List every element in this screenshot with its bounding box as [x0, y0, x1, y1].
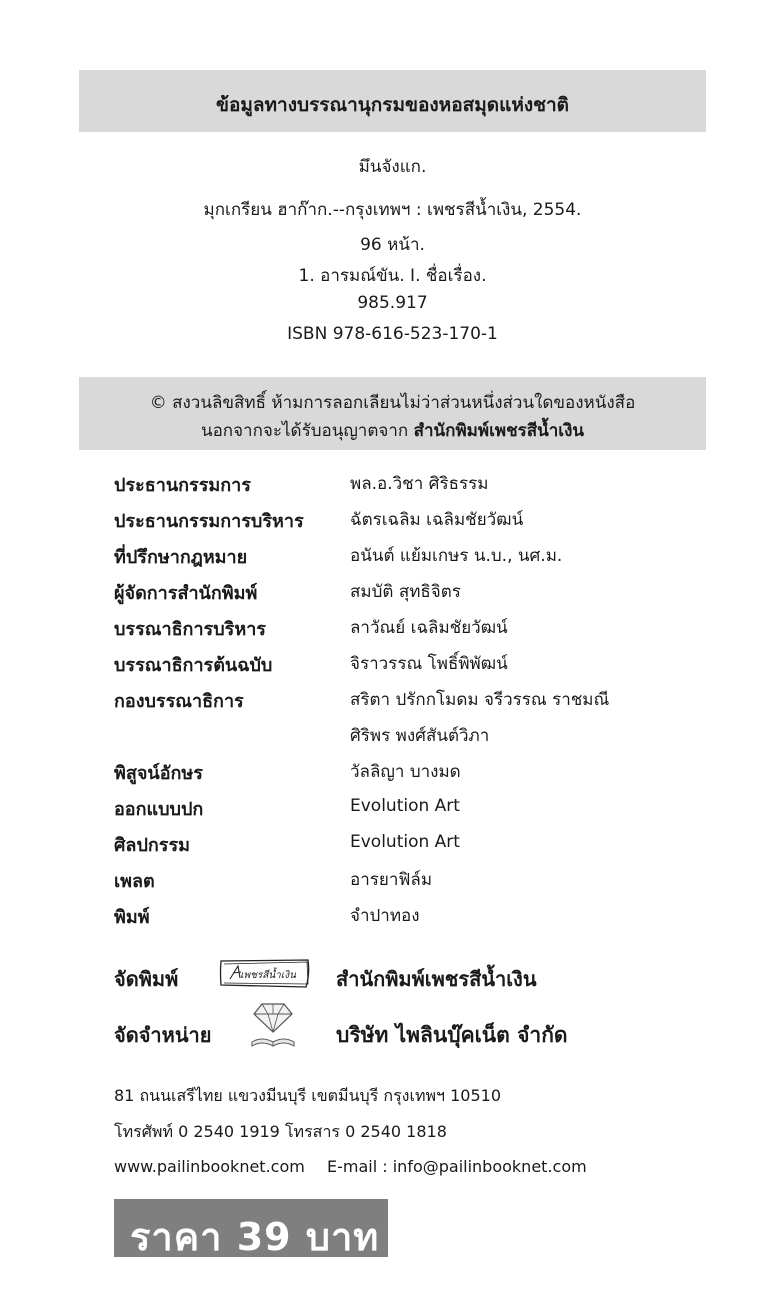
credit-value: วัลลิญา บางมด [350, 762, 461, 782]
credit-label: ประธานกรรมการ [114, 475, 251, 496]
price-label: ราคา 39 บาท [130, 1215, 380, 1259]
credit-value: สริตา ปรักกโมดม จรีวรรณ ราชมณี [350, 690, 610, 710]
price-box [114, 1199, 388, 1257]
credit-label: บรรณาธิการบริหาร [114, 619, 266, 640]
copyright-permission [79, 417, 706, 444]
cip-line: 96 หน้า. [360, 235, 425, 255]
distributor-label: จัดจำหน่าย [114, 1023, 212, 1047]
publisher-logo-icon [218, 957, 312, 989]
publisher-label: จัดพิมพ์ [114, 967, 179, 991]
credit-label: ศิลปกรรม [114, 835, 190, 856]
address-line: 81 ถนนเสรีไทย แขวงมีนบุรี เขตมีนบุรี กรุงเทพฯ 10510 [114, 1086, 501, 1105]
copyright-notice: © สงวนลิขสิทธิ์ ห้ามการลอกเลียนไม่ว่าส่วนหนึ่งส่วนใดของหนังสือ [149, 393, 636, 413]
phone-fax-line: โทรศัพท์ 0 2540 1919 โทรสาร 0 2540 1818 [114, 1122, 447, 1141]
credit-label: ประธานกรรมการบริหาร [114, 511, 304, 532]
distributor-name: บริษัท ไพลินบุ๊คเน็ต จำกัด [336, 1023, 568, 1047]
credit-label: บรรณาธิการต้นฉบับ [114, 655, 273, 676]
website-link[interactable]: www.pailinbooknet.com [114, 1157, 305, 1176]
cip-header-band [79, 70, 706, 132]
copyright-permission-text: นอกจากจะได้รับอนุญาตจาก [200, 421, 414, 441]
credit-value: อนันต์ แย้มเกษร น.บ., นศ.ม. [350, 546, 563, 566]
credit-value: สมบัติ สุทธิจิตร [350, 582, 461, 602]
cip-title: ข้อมูลทางบรรณานุกรมของหอสมุดแห่งชาติ [215, 94, 570, 116]
diamond-logo-icon [250, 1000, 296, 1050]
credit-value: ฉัตรเฉลิม เฉลิมชัยวัฒน์ [350, 510, 524, 530]
credit-value: จิราวรรณ โพธิ์พิพัฒน์ [350, 654, 508, 674]
publisher-name: สำนักพิมพ์เพชรสีน้ำเงิน [336, 967, 537, 991]
credit-value: ศิริพร พงศ์สันต์วิภา [350, 726, 490, 746]
cip-line: 985.917 [357, 293, 428, 313]
credit-label: ที่ปรึกษากฎหมาย [114, 547, 248, 568]
credit-value: อารยาฟิล์ม [350, 870, 433, 890]
credit-label: พิสูจน์อักษร [114, 763, 203, 784]
copyright-publisher: สำนักพิมพ์เพชรสีน้ำเงิน [413, 421, 585, 441]
credit-value: Evolution Art [350, 796, 460, 816]
credit-value: พล.อ.วิชา ศิริธรรม [350, 474, 489, 494]
credit-value: จำปาทอง [350, 906, 420, 926]
credit-label: เพลต [114, 871, 155, 892]
credit-label: ผู้จัดการสำนักพิมพ์ [114, 583, 258, 604]
cip-line: มึนจังแก. [358, 157, 427, 177]
credit-label: กองบรรณาธิการ [114, 691, 244, 712]
cip-line: มุกเกรียน ฮาก๊าก.--กรุงเทพฯ : เพชรสีน้ำเงิน, 2554. [203, 200, 582, 220]
copyright-band [79, 377, 706, 450]
credit-label: ออกแบบปก [114, 799, 204, 820]
credit-value: Evolution Art [350, 832, 460, 852]
cip-line: ISBN 978-616-523-170-1 [287, 324, 498, 344]
credit-value: ลาวัณย์ เฉลิมชัยวัฒน์ [350, 618, 508, 638]
publisher-logo-text: เพชรสีน้ำเงิน [240, 970, 296, 981]
credit-label: พิมพ์ [114, 907, 150, 928]
email-link[interactable]: E-mail : info@pailinbooknet.com [327, 1157, 587, 1176]
cip-line: 1. อารมณ์ขัน. I. ชื่อเรื่อง. [298, 266, 487, 286]
